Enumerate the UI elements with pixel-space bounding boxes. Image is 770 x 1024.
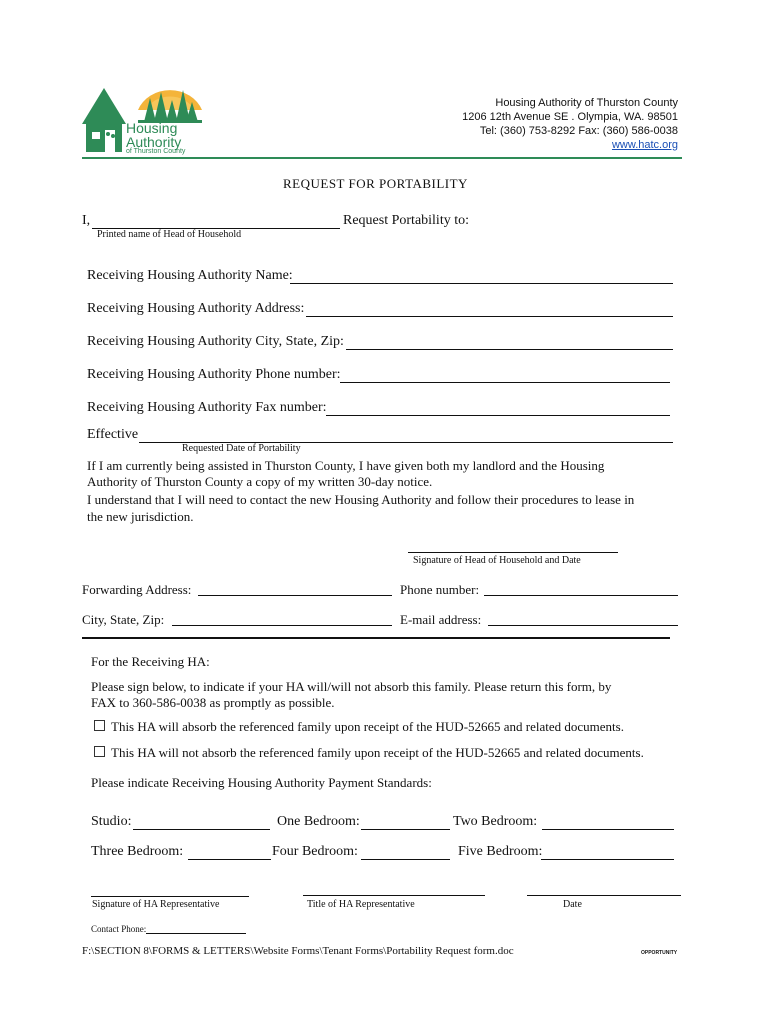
notice-line3: I understand that I will need to contact the new Housing Authority and follow their procedures to lease in	[87, 492, 635, 507]
logo-line1: Housing	[126, 120, 178, 136]
absorb-option-label: This HA will absorb the referenced family upon receipt of the HUD-52665 and related documents.	[111, 719, 624, 734]
absorb-option[interactable]	[94, 719, 624, 735]
four-bedroom-line[interactable]	[361, 859, 450, 860]
not-absorb-option[interactable]	[94, 745, 644, 761]
field-city-label: Receiving Housing Authority City, State, Zip:	[87, 334, 344, 349]
effective-label: Effective	[87, 427, 139, 442]
one-bedroom-label: One Bedroom:	[277, 814, 360, 829]
logo-line3: of Thurston County	[126, 148, 186, 155]
rep-title-caption: Title of HA Representative	[307, 899, 415, 910]
receiving-instr2: FAX to 360-586-0038 as promptly as possible.	[91, 695, 335, 710]
forwarding-address-line[interactable]	[198, 595, 392, 596]
two-bedroom-line[interactable]	[542, 829, 674, 830]
rep-signature-caption: Signature of HA Representative	[92, 899, 220, 910]
rep-title-line[interactable]	[303, 895, 485, 896]
field-fax-label: Receiving Housing Authority Fax number:	[87, 400, 327, 415]
field-address-line[interactable]	[306, 316, 673, 317]
field-name-label: Receiving Housing Authority Name:	[87, 268, 293, 283]
intro-suffix: Request Portability to:	[343, 213, 469, 228]
field-address-label: Receiving Housing Authority Address:	[87, 301, 305, 316]
forwarding-city-label: City, State, Zip:	[82, 612, 165, 627]
not-absorb-checkbox[interactable]	[94, 746, 105, 757]
forwarding-city-line[interactable]	[172, 625, 392, 626]
contact-phone-label: Contact Phone:	[91, 924, 147, 934]
notice-line4: the new jurisdiction.	[87, 509, 194, 524]
forwarding-address-label: Forwarding Address:	[82, 582, 192, 597]
logo-line2: Authority	[126, 134, 182, 150]
not-absorb-option-label: This HA will not absorb the referenced family upon receipt of the HUD-52665 and related documents.	[111, 745, 644, 760]
absorb-checkbox[interactable]	[94, 720, 105, 731]
rep-signature-line[interactable]	[91, 896, 249, 897]
head-signature-caption: Signature of Head of Household and Date	[413, 555, 581, 566]
studio-label: Studio:	[91, 814, 132, 829]
standards-prompt: Please indicate Receiving Housing Authority Payment Standards:	[91, 775, 432, 790]
one-bedroom-line[interactable]	[361, 829, 450, 830]
two-bedroom-label: Two Bedroom:	[453, 814, 538, 829]
receiving-instr1: Please sign below, to indicate if your HA will/will not absorb this family. Please return this form, by	[91, 679, 612, 694]
five-bedroom-line[interactable]	[541, 859, 674, 860]
section-divider	[82, 637, 670, 639]
effective-caption: Requested Date of Portability	[182, 443, 301, 454]
head-name-caption: Printed name of Head of Household	[97, 229, 242, 240]
forwarding-email-line[interactable]	[488, 625, 678, 626]
field-fax-line[interactable]	[326, 415, 670, 416]
footer-path: F:\SECTION 8\FORMS & LETTERS\Website Forms\Tenant Forms\Portability Request form.doc	[82, 945, 514, 957]
rep-date-line[interactable]	[527, 895, 681, 896]
head-signature-line[interactable]	[408, 552, 618, 553]
footer-code: OPPORTUNITY	[641, 950, 678, 956]
rep-date-caption: Date	[563, 899, 582, 910]
forwarding-phone-label: Phone number:	[400, 582, 480, 597]
forwarding-phone-line[interactable]	[484, 595, 678, 596]
contact-phone-line[interactable]	[146, 933, 246, 934]
field-name-line[interactable]	[290, 283, 673, 284]
org-name: Housing Authority of Thurston County	[495, 97, 678, 109]
four-bedroom-label: Four Bedroom:	[272, 844, 358, 859]
logo	[80, 82, 205, 158]
page-title: REQUEST FOR PORTABILITY	[283, 176, 468, 191]
intro-prefix: I,	[82, 213, 91, 228]
receiving-heading: For the Receiving HA:	[91, 654, 210, 669]
studio-line[interactable]	[133, 829, 270, 830]
website-link[interactable]: www.hatc.org	[611, 139, 678, 151]
logo-rule	[82, 157, 682, 159]
three-bedroom-label: Three Bedroom:	[91, 844, 184, 859]
org-address: 1206 12th Avenue SE . Olympia, WA. 98501	[462, 111, 678, 123]
notice-line2: Authority of Thurston County a copy of my written 30-day notice.	[87, 474, 433, 489]
field-phone-label: Receiving Housing Authority Phone number:	[87, 367, 341, 382]
forwarding-email-label: E-mail address:	[400, 612, 482, 627]
field-city-line[interactable]	[346, 349, 673, 350]
org-contact: Tel: (360) 753-8292 Fax: (360) 586-0038	[479, 125, 678, 137]
three-bedroom-line[interactable]	[188, 859, 271, 860]
notice-line1: If I am currently being assisted in Thurston County, I have given both my landlord and the Housing	[87, 458, 605, 473]
five-bedroom-label: Five Bedroom:	[458, 844, 543, 859]
field-phone-line[interactable]	[340, 382, 670, 383]
